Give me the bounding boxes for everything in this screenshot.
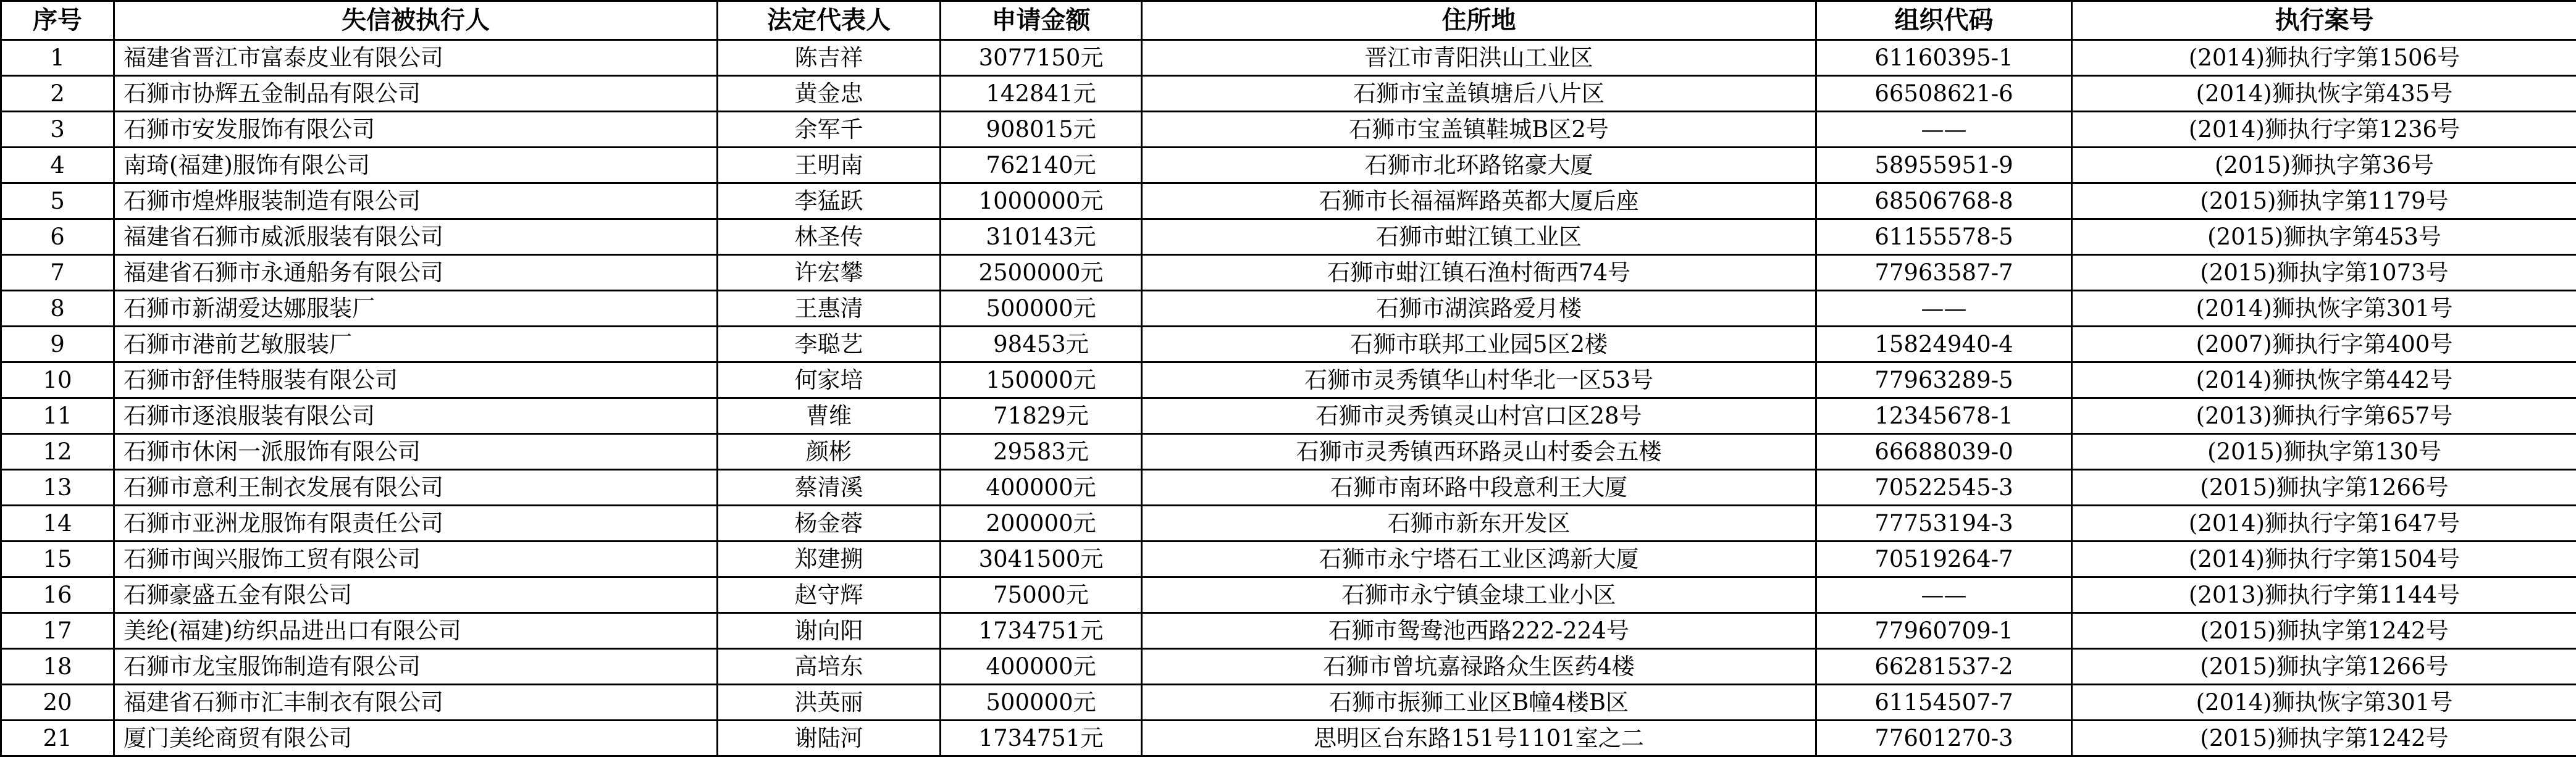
serial-number-cell: 11 <box>1 398 114 434</box>
organization-code-cell: 77753194-3 <box>1816 506 2072 542</box>
address-cell: 晋江市青阳洪山工业区 <box>1142 40 1816 76</box>
organization-code-cell: 66688039-0 <box>1816 434 2072 470</box>
serial-number-cell: 2 <box>1 76 114 112</box>
legal-representative-cell: 王惠清 <box>718 291 941 327</box>
table-row <box>1 40 2576 76</box>
case-number-cell: (2015)狮执字第36号 <box>2072 148 2576 183</box>
table-row <box>1 577 2576 613</box>
debtor-name-cell: 福建省石狮市汇丰制衣有限公司 <box>114 685 718 721</box>
claim-amount-cell: 908015元 <box>941 112 1142 148</box>
table-row <box>1 542 2576 577</box>
table-body <box>1 40 2576 756</box>
case-number-cell: (2014)狮执恢字第301号 <box>2072 291 2576 327</box>
debtor-name-cell: 厦门美纶商贸有限公司 <box>114 721 718 756</box>
debtor-name-cell: 石狮市闽兴服饰工贸有限公司 <box>114 542 718 577</box>
address-cell: 石狮市宝盖镇塘后八片区 <box>1142 76 1816 112</box>
debtor-name-cell: 美纶(福建)纺织品进出口有限公司 <box>114 613 718 649</box>
organization-code-cell: 66508621-6 <box>1816 76 2072 112</box>
debtor-name-cell: 石狮市逐浪服装有限公司 <box>114 398 718 434</box>
case-number-cell: (2015)狮执字第130号 <box>2072 434 2576 470</box>
serial-number-cell: 13 <box>1 470 114 506</box>
table-row <box>1 613 2576 649</box>
debtor-name-cell: 石狮市休闲一派服饰有限公司 <box>114 434 718 470</box>
claim-amount-cell: 400000元 <box>941 649 1142 685</box>
header-address: 住所地 <box>1142 1 1816 40</box>
serial-number-cell: 15 <box>1 542 114 577</box>
legal-representative-cell: 曹维 <box>718 398 941 434</box>
claim-amount-cell: 150000元 <box>941 362 1142 398</box>
legal-representative-cell: 许宏攀 <box>718 255 941 291</box>
table-row <box>1 685 2576 721</box>
organization-code-cell: 58955951-9 <box>1816 148 2072 183</box>
serial-number-cell: 12 <box>1 434 114 470</box>
debtor-name-cell: 石狮豪盛五金有限公司 <box>114 577 718 613</box>
legal-representative-cell: 赵守辉 <box>718 577 941 613</box>
claim-amount-cell: 500000元 <box>941 291 1142 327</box>
case-number-cell: (2014)狮执行字第1504号 <box>2072 542 2576 577</box>
address-cell: 石狮市北环路铭豪大厦 <box>1142 148 1816 183</box>
case-number-cell: (2014)狮执恢字第435号 <box>2072 76 2576 112</box>
organization-code-cell: 61154507-7 <box>1816 685 2072 721</box>
address-cell: 石狮市长福福辉路英都大厦后座 <box>1142 183 1816 219</box>
address-cell: 石狮市永宁镇金埭工业小区 <box>1142 577 1816 613</box>
case-number-cell: (2013)狮执行字第657号 <box>2072 398 2576 434</box>
debtor-name-cell: 石狮市新湖爱达娜服装厂 <box>114 291 718 327</box>
claim-amount-cell: 3041500元 <box>941 542 1142 577</box>
debtor-name-cell: 石狮市港前艺敏服装厂 <box>114 327 718 362</box>
debtor-name-cell: 石狮市意利王制衣发展有限公司 <box>114 470 718 506</box>
legal-representative-cell: 高培东 <box>718 649 941 685</box>
table-row <box>1 112 2576 148</box>
serial-number-cell: 8 <box>1 291 114 327</box>
address-cell: 石狮市新东开发区 <box>1142 506 1816 542</box>
header-organization-code: 组织代码 <box>1816 1 2072 40</box>
case-number-cell: (2015)狮执字第1242号 <box>2072 721 2576 756</box>
organization-code-cell: 77960709-1 <box>1816 613 2072 649</box>
legal-representative-cell: 李猛跃 <box>718 183 941 219</box>
header-claim-amount: 申请金额 <box>941 1 1142 40</box>
debtor-name-cell: 福建省晋江市富泰皮业有限公司 <box>114 40 718 76</box>
debtor-name-cell: 石狮市安发服饰有限公司 <box>114 112 718 148</box>
claim-amount-cell: 400000元 <box>941 470 1142 506</box>
case-number-cell: (2013)狮执行字第1144号 <box>2072 577 2576 613</box>
header-debtor-name: 失信被执行人 <box>114 1 718 40</box>
organization-code-cell: —— <box>1816 577 2072 613</box>
debtor-name-cell: 石狮市煌烨服装制造有限公司 <box>114 183 718 219</box>
serial-number-cell: 4 <box>1 148 114 183</box>
serial-number-cell: 5 <box>1 183 114 219</box>
claim-amount-cell: 762140元 <box>941 148 1142 183</box>
legal-representative-cell: 陈吉祥 <box>718 40 941 76</box>
header-case-number: 执行案号 <box>2072 1 2576 40</box>
case-number-cell: (2014)狮执恢字第301号 <box>2072 685 2576 721</box>
case-number-cell: (2015)狮执字第1266号 <box>2072 649 2576 685</box>
serial-number-cell: 16 <box>1 577 114 613</box>
serial-number-cell: 1 <box>1 40 114 76</box>
claim-amount-cell: 500000元 <box>941 685 1142 721</box>
serial-number-cell: 21 <box>1 721 114 756</box>
organization-code-cell: 77963289-5 <box>1816 362 2072 398</box>
address-cell: 石狮市蚶江镇工业区 <box>1142 219 1816 255</box>
header-legal-representative: 法定代表人 <box>718 1 941 40</box>
legal-representative-cell: 谢向阳 <box>718 613 941 649</box>
claim-amount-cell: 98453元 <box>941 327 1142 362</box>
claim-amount-cell: 71829元 <box>941 398 1142 434</box>
serial-number-cell: 10 <box>1 362 114 398</box>
debtor-name-cell: 石狮市亚洲龙服饰有限责任公司 <box>114 506 718 542</box>
organization-code-cell: 70519264-7 <box>1816 542 2072 577</box>
serial-number-cell: 20 <box>1 685 114 721</box>
serial-number-cell: 7 <box>1 255 114 291</box>
address-cell: 石狮市鸳鸯池西路222-224号 <box>1142 613 1816 649</box>
case-number-cell: (2007)狮执行字第400号 <box>2072 327 2576 362</box>
serial-number-cell: 14 <box>1 506 114 542</box>
case-number-cell: (2015)狮执字第1179号 <box>2072 183 2576 219</box>
claim-amount-cell: 29583元 <box>941 434 1142 470</box>
legal-representative-cell: 林圣传 <box>718 219 941 255</box>
case-number-cell: (2015)狮执字第1266号 <box>2072 470 2576 506</box>
claim-amount-cell: 1734751元 <box>941 613 1142 649</box>
address-cell: 石狮市蚶江镇石渔村衙西74号 <box>1142 255 1816 291</box>
case-number-cell: (2015)狮执字第1073号 <box>2072 255 2576 291</box>
table-row <box>1 434 2576 470</box>
case-number-cell: (2014)狮执行字第1506号 <box>2072 40 2576 76</box>
table-row <box>1 506 2576 542</box>
legal-representative-cell: 何家培 <box>718 362 941 398</box>
debtor-name-cell: 福建省石狮市威派服装有限公司 <box>114 219 718 255</box>
organization-code-cell: 61160395-1 <box>1816 40 2072 76</box>
address-cell: 石狮市曾坑嘉禄路众生医药4楼 <box>1142 649 1816 685</box>
case-number-cell: (2014)狮执行字第1647号 <box>2072 506 2576 542</box>
table-row <box>1 255 2576 291</box>
case-number-cell: (2014)狮执恢字第442号 <box>2072 362 2576 398</box>
debtor-name-cell: 南琦(福建)服饰有限公司 <box>114 148 718 183</box>
organization-code-cell: 77963587-7 <box>1816 255 2072 291</box>
organization-code-cell: —— <box>1816 112 2072 148</box>
legal-representative-cell: 余军千 <box>718 112 941 148</box>
address-cell: 石狮市灵秀镇华山村华北一区53号 <box>1142 362 1816 398</box>
address-cell: 石狮市灵秀镇灵山村宫口区28号 <box>1142 398 1816 434</box>
claim-amount-cell: 3077150元 <box>941 40 1142 76</box>
case-number-cell: (2014)狮执行字第1236号 <box>2072 112 2576 148</box>
address-cell: 石狮市灵秀镇西环路灵山村委会五楼 <box>1142 434 1816 470</box>
address-cell: 石狮市振狮工业区B幢4楼B区 <box>1142 685 1816 721</box>
claim-amount-cell: 1000000元 <box>941 183 1142 219</box>
serial-number-cell: 17 <box>1 613 114 649</box>
case-number-cell: (2015)狮执字第453号 <box>2072 219 2576 255</box>
organization-code-cell: 61155578-5 <box>1816 219 2072 255</box>
serial-number-cell: 18 <box>1 649 114 685</box>
claim-amount-cell: 200000元 <box>941 506 1142 542</box>
table-row <box>1 76 2576 112</box>
address-cell: 石狮市湖滨路爱月楼 <box>1142 291 1816 327</box>
address-cell: 思明区台东路151号1101室之二 <box>1142 721 1816 756</box>
legal-representative-cell: 谢陆河 <box>718 721 941 756</box>
table-row <box>1 148 2576 183</box>
table-row <box>1 470 2576 506</box>
debtor-name-cell: 石狮市龙宝服饰制造有限公司 <box>114 649 718 685</box>
table-row <box>1 291 2576 327</box>
address-cell: 石狮市宝盖镇鞋城B区2号 <box>1142 112 1816 148</box>
organization-code-cell: 15824940-4 <box>1816 327 2072 362</box>
address-cell: 石狮市永宁塔石工业区鸿新大厦 <box>1142 542 1816 577</box>
organization-code-cell: 70522545-3 <box>1816 470 2072 506</box>
claim-amount-cell: 1734751元 <box>941 721 1142 756</box>
serial-number-cell: 6 <box>1 219 114 255</box>
organization-code-cell: 66281537-2 <box>1816 649 2072 685</box>
table-row <box>1 721 2576 756</box>
legal-representative-cell: 杨金蓉 <box>718 506 941 542</box>
legal-representative-cell: 李聪艺 <box>718 327 941 362</box>
address-cell: 石狮市南环路中段意利王大厦 <box>1142 470 1816 506</box>
table-row <box>1 183 2576 219</box>
header-row <box>1 1 2576 40</box>
organization-code-cell: —— <box>1816 291 2072 327</box>
table-row <box>1 219 2576 255</box>
legal-representative-cell: 蔡清溪 <box>718 470 941 506</box>
claim-amount-cell: 142841元 <box>941 76 1142 112</box>
table-row <box>1 398 2576 434</box>
table-row <box>1 327 2576 362</box>
debtor-name-cell: 石狮市舒佳特服装有限公司 <box>114 362 718 398</box>
organization-code-cell: 77601270-3 <box>1816 721 2072 756</box>
organization-code-cell: 12345678-1 <box>1816 398 2072 434</box>
table-row <box>1 362 2576 398</box>
serial-number-cell: 3 <box>1 112 114 148</box>
legal-representative-cell: 颜彬 <box>718 434 941 470</box>
debtor-name-cell: 福建省石狮市永通船务有限公司 <box>114 255 718 291</box>
address-cell: 石狮市联邦工业园5区2楼 <box>1142 327 1816 362</box>
debtor-name-cell: 石狮市协辉五金制品有限公司 <box>114 76 718 112</box>
organization-code-cell: 68506768-8 <box>1816 183 2072 219</box>
header-serial-number: 序号 <box>1 1 114 40</box>
legal-representative-cell: 王明南 <box>718 148 941 183</box>
serial-number-cell: 9 <box>1 327 114 362</box>
legal-representative-cell: 黄金忠 <box>718 76 941 112</box>
case-number-cell: (2015)狮执字第1242号 <box>2072 613 2576 649</box>
claim-amount-cell: 2500000元 <box>941 255 1142 291</box>
legal-representative-cell: 洪英丽 <box>718 685 941 721</box>
claim-amount-cell: 75000元 <box>941 577 1142 613</box>
legal-representative-cell: 郑建搠 <box>718 542 941 577</box>
table-row <box>1 649 2576 685</box>
claim-amount-cell: 310143元 <box>941 219 1142 255</box>
